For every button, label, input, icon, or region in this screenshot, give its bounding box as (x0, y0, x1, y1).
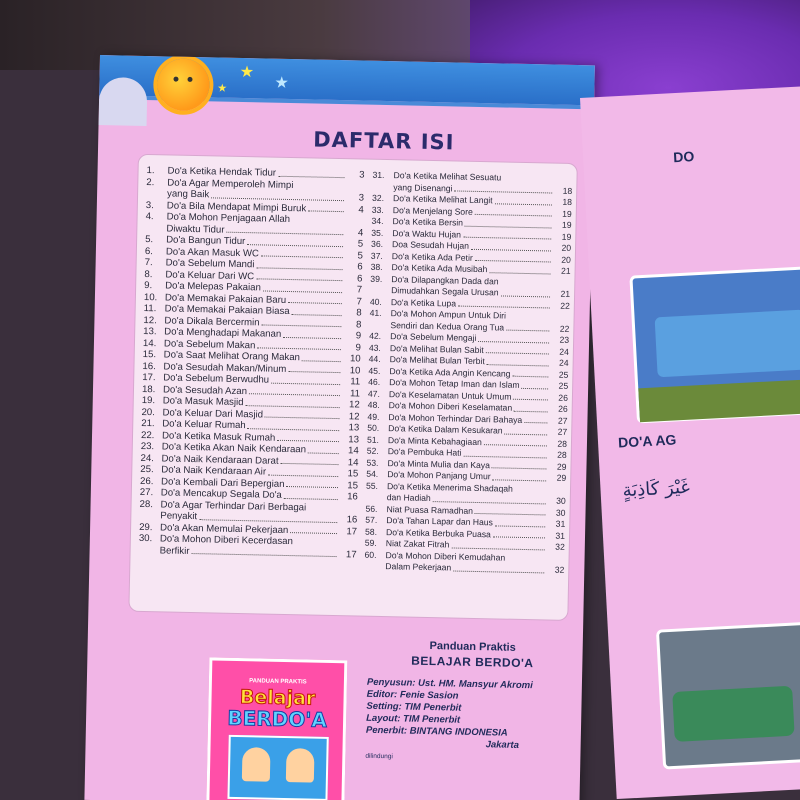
toc-entry-title: Do'a Dilapangkan Dada dan (391, 273, 499, 286)
toc-entry-page: 11 (349, 387, 361, 400)
toc-entry-title: Do'a Menjelang Sore (392, 204, 473, 217)
toc-entry-number: 14. (142, 337, 157, 349)
toc-entry-page: 10 (349, 364, 361, 377)
toc-entry-page: 5 (357, 238, 364, 250)
toc-entry-title: Do'a Melihat Bulan Terbit (389, 354, 485, 367)
toc-entry-page: 20 (561, 254, 571, 265)
toc-leader-dots (454, 183, 552, 194)
toc-entry-number: 35. (371, 227, 384, 238)
toc-entry-title: Berfikir (159, 544, 190, 557)
toc-entry-title: Do'a Mohon Diberi Kecerdasan (159, 533, 293, 548)
cover-series: PANDUAN PRAKTIS (249, 678, 307, 686)
toc-entry-title: Do'a Mencakup Segala Do'a (160, 487, 282, 501)
toc-entry-number: 50. (367, 422, 380, 433)
toc-leader-dots (248, 420, 340, 430)
toc-entry-number: 48. (367, 399, 380, 410)
toc-leader-dots (451, 539, 545, 549)
toc-entry-title: Do'a Ketika Ada Petir (391, 250, 473, 263)
colophon-credit-line: Jakarta (485, 739, 520, 751)
toc-leader-dots (271, 375, 340, 385)
toc-entry-page: 5 (357, 249, 363, 262)
toc-entry-number: 25. (140, 463, 154, 476)
sun-icon (157, 58, 210, 111)
toc-entry-page: 22 (559, 323, 570, 334)
floor-shape (638, 378, 800, 422)
toc-entry-page: 26 (558, 403, 568, 414)
toc-entry-page: 10 (349, 353, 361, 365)
toc-entry-title: Do'a Sebelum Makan (163, 337, 256, 351)
right-book-page (580, 85, 800, 799)
toc-entry-number: 28. (139, 498, 154, 510)
toc-entry-page: 7 (356, 295, 363, 308)
toc-leader-dots (308, 203, 344, 212)
toc-entry-number: 8. (144, 268, 153, 280)
toc-leader-dots (484, 437, 547, 447)
toc-entry-title: Do'a Ketika Menerima Shadaqah (386, 480, 513, 494)
toc-entry-page: 29 (556, 461, 567, 472)
toc-entry-number: 7. (144, 256, 153, 269)
toc-entry-number: 3. (145, 199, 154, 211)
toc-entry-number: 58. (364, 526, 378, 537)
toc-leader-dots (433, 493, 546, 504)
toc-leader-dots (458, 298, 550, 308)
toc-entry-number: 39. (370, 273, 383, 284)
toc-entry-page: 25 (558, 369, 569, 380)
toc-leader-dots (463, 448, 546, 458)
toc-entry-title: Do'a Ketika Ada Angin Kencang (389, 365, 511, 379)
toc-entry-title: Do'a Ketika Hendak Tidur (167, 165, 277, 179)
toc-entry-number: 24. (140, 452, 155, 464)
toc-entry-number (139, 510, 160, 522)
toc-entry-page: 27 (557, 426, 568, 437)
toc-entry-page: 6 (356, 272, 363, 285)
colophon-credit-line: Penerbit: BINTANG INDONESIA (365, 724, 508, 739)
colophon-title: BELAJAR BERDO'A (411, 653, 534, 671)
toc-entry-number: 59. (364, 537, 377, 548)
toc-entry-page: 13 (348, 433, 360, 446)
toc-entry-title: Do'a Keluar Dari WC (165, 268, 255, 282)
toc-entry-number: 55. (365, 480, 379, 491)
toc-entry-title: Do'a Melepas Pakaian (165, 280, 261, 294)
toc-entry-number: 26. (139, 475, 154, 487)
toc-entry-title: Do'a Kembali Dari Bepergian (160, 475, 285, 490)
right-page-subheading: DO'A AG (617, 431, 677, 451)
bed-shape (655, 310, 800, 378)
toc-entry-title: Do'a Akan Memulai Pekerjaan (160, 521, 289, 536)
toc-entry-number: 53. (366, 457, 379, 468)
toc-leader-dots (284, 490, 338, 500)
toc-entry-page: 12 (348, 410, 360, 423)
toc-entry-title: yang Baik (166, 188, 210, 201)
toc-entry-number: 12. (143, 314, 157, 326)
toc-entry-page: 24 (559, 346, 570, 357)
toc-entry-number: 43. (368, 342, 381, 353)
toc-entry-title: Do'a Mohon Diberi Kemudahan (385, 549, 506, 563)
toc-entry-number: 6. (144, 245, 154, 257)
toc-entry-number (369, 319, 390, 331)
toc-entry-number: 15. (142, 348, 157, 361)
toc-leader-dots (256, 271, 342, 281)
toc-entry-number: 4. (145, 210, 154, 223)
toc-entry-page: 12 (348, 399, 360, 411)
toc-leader-dots (487, 356, 549, 366)
toc-leader-dots (478, 333, 549, 343)
toc-entry-title: Do'a Ketika Dalam Kesukaran (388, 423, 503, 436)
toc-entry-title: Do'a Sebelum Berwudhu (163, 372, 270, 386)
toc-leader-dots (475, 206, 552, 216)
toc-entry-title: yang Disenangi (393, 181, 453, 193)
toc-entry-number: 13. (143, 325, 157, 338)
toc-leader-dots (493, 471, 547, 481)
toc-entry-page: 22 (560, 300, 570, 311)
toc-entry-title: Do'a Minta Mulia dan Kaya (387, 457, 491, 470)
toc-entry-page: 19 (562, 208, 572, 219)
toc-leader-dots (514, 403, 548, 412)
toc-entry-title: Do'a Sebelum Mengaji (390, 331, 477, 343)
toc-entry-number: 29. (139, 521, 153, 533)
toc-entry-title: Do'a Dikala Bercermin (164, 314, 260, 328)
toc-leader-dots (495, 195, 553, 205)
toc-entry-page: 15 (347, 468, 359, 480)
toc-entry-number (139, 544, 160, 556)
book-cover-thumbnail (206, 657, 348, 800)
toc-entry-number: 27. (139, 486, 154, 499)
toc-entry-number: 60. (364, 549, 377, 560)
toc-entry-title: Do'a Keluar Rumah (162, 418, 246, 432)
toc-entry-number: 32. (371, 192, 385, 203)
toc-leader-dots (513, 391, 548, 400)
toc-entry-page: 21 (560, 288, 571, 299)
toc-entry-page: 18 (562, 196, 573, 207)
toc-entry-title: Do'a Pembuka Hati (387, 446, 462, 458)
toc-leader-dots (489, 264, 550, 274)
toc-entry-page: 16 (346, 514, 358, 526)
toc-leader-dots (268, 467, 338, 477)
arabic-text: غَيْرَ كَاذِبَةٍ (622, 476, 691, 502)
toc-leader-dots (302, 352, 341, 361)
colophon (365, 639, 577, 764)
toc-entry-page: 32 (555, 541, 565, 552)
toc-entry-title: Do'a Naik Kendaraan Darat (161, 452, 279, 467)
toc-leader-dots (249, 386, 340, 396)
toc-leader-dots (308, 444, 339, 453)
toc-leader-dots (278, 168, 345, 178)
toc-leader-dots (277, 432, 339, 442)
toc-entry-page: 18 (562, 185, 573, 196)
toc-entry-number: 56. (365, 503, 378, 514)
toc-entry-number (372, 181, 393, 193)
toc-entry-page: 20 (561, 242, 572, 253)
toc-entry-number: 11. (143, 302, 157, 315)
toc-leader-dots (475, 505, 546, 515)
toc-entry-page: 8 (356, 307, 362, 319)
toc-entry-title: Do'a Keselamatan Untuk Umum (388, 388, 512, 402)
toc-entry-number: 40. (369, 296, 382, 307)
toc-entry-number: 22. (140, 429, 155, 441)
colophon-heading: Panduan Praktis (429, 640, 516, 654)
colophon-credit-line: Setting: TIM Penerbit (366, 700, 462, 714)
cover-title-line2: BERDO'A (227, 705, 328, 732)
toc-entry-title: Do'a Menghadapi Makanan (164, 326, 282, 340)
toc-entry-title: Niat Zakat Fitrah (385, 538, 450, 550)
toc-leader-dots (501, 287, 551, 297)
toc-leader-dots (524, 414, 547, 423)
toc-entry-title: Do'a Ketika Melihat Langit (392, 193, 493, 206)
toc-entry-title: Do'a Ketika Melihat Sesuatu (393, 170, 502, 183)
toc-entry-number: 20. (141, 406, 155, 418)
toc-entry-title: Dalam Pekerjaan (385, 561, 452, 573)
toc-leader-dots (191, 546, 336, 558)
toc-entry-title: Do'a Minta Kebahagiaan (387, 434, 482, 447)
toc-entry-number: 45. (368, 365, 381, 376)
toc-leader-dots (465, 218, 552, 228)
toc-entry-title: Do'a Melihat Bulan Sabit (389, 342, 484, 355)
toc-leader-dots (505, 426, 548, 435)
toc-entry-title: Do'a Saat Melihat Orang Makan (163, 349, 301, 364)
toc-leader-dots (475, 252, 551, 262)
child-figure (242, 747, 271, 782)
toc-entry-number: 9. (144, 279, 153, 292)
toc-entry-page: 23 (559, 334, 570, 345)
toc-entry-page: 31 (555, 530, 566, 541)
toc-entry-title: Sendiri dan Kedua Orang Tua (390, 319, 505, 333)
toc-entry-page: 7 (356, 284, 363, 296)
toc-entry-number: 36. (371, 238, 384, 249)
toc-leader-dots (263, 282, 342, 292)
star-icon: ★ (239, 63, 255, 82)
toc-entry-page: 28 (557, 449, 567, 460)
toc-leader-dots (512, 368, 548, 377)
toc-leader-dots (257, 340, 341, 350)
toc-entry-number (370, 285, 391, 297)
toc-entry-page: 8 (355, 318, 362, 331)
toc-entry-number: 57. (365, 514, 378, 525)
toc-entry-page: 29 (556, 472, 567, 483)
toc-entry-title: Do'a Ketika Masuk Rumah (161, 429, 276, 444)
toc-entry-title: Do'a Agar Terhindar Dari Berbagai (160, 498, 307, 513)
toc-entry-page: 31 (555, 518, 566, 529)
livingroom-illustration (656, 619, 800, 769)
toc-entry-page: 3 (358, 192, 365, 204)
toc-entry-number: 10. (143, 291, 158, 303)
colophon-note: dilindungi (365, 752, 393, 761)
toc-entry-page: 21 (560, 265, 571, 276)
toc-entry-title: Do'a Waktu Hujan (392, 227, 462, 240)
toc-entry-number: 47. (367, 388, 381, 399)
toc-entry (364, 549, 564, 576)
toc-leader-dots (247, 236, 343, 247)
toc-leader-dots (256, 259, 342, 269)
toc-entry-page: 9 (355, 341, 362, 354)
toc-leader-dots (288, 294, 342, 304)
toc-entry-number: 54. (366, 468, 379, 479)
toc-leader-dots (492, 460, 547, 470)
toc-entry-number: 34. (371, 215, 384, 226)
toc-entry-number: 42. (369, 330, 382, 341)
toc-entry-page: 26 (558, 392, 569, 403)
toc-entry-title: Do'a Ketika Ada Musibah (391, 262, 488, 275)
toc-leader-dots (199, 511, 337, 522)
toc-entry-number: 30. (138, 532, 153, 545)
toc-entry-number: 2. (146, 176, 155, 188)
toc-entry-number: 21. (141, 417, 155, 430)
toc-entry-number: 41. (369, 307, 382, 318)
toc-entry-page: 4 (358, 203, 364, 216)
toc-entry-number: 44. (368, 353, 381, 364)
toc-entry-page: 6 (357, 261, 363, 273)
toc-entry-title: Do'a Akan Masuk WC (165, 245, 260, 259)
toc-entry-number: 51. (366, 434, 380, 445)
toc-entry-number (364, 561, 385, 573)
toc-entry-title: Do'a Mohon Diberi Keselamatan (388, 400, 513, 413)
toc-entry-page: 14 (347, 445, 359, 457)
toc-entry-title: Do'a Mohon Panjang Umur (387, 469, 491, 482)
toc-entry-page: 17 (345, 548, 357, 560)
toc-entry-page: 32 (554, 564, 565, 575)
toc-leader-dots (245, 397, 339, 407)
toc-leader-dots (522, 380, 549, 389)
toc-leader-dots (506, 322, 549, 331)
toc-entry-page: 28 (557, 438, 568, 449)
toc-leader-dots (265, 409, 340, 419)
toc-entry-title: Diwaktu Tidur (166, 222, 225, 236)
toc-leader-dots (453, 563, 544, 573)
cover-illustration (227, 735, 328, 800)
toc-leader-dots (486, 345, 549, 355)
toc-entry-page: 24 (558, 357, 569, 368)
toc-entry-title: Do'a Bangun Tidur (166, 234, 246, 248)
toc-column-right (364, 170, 572, 577)
toc-entry-number: 5. (145, 233, 154, 246)
toc-column-left (139, 165, 365, 560)
toc-entry-number: 16. (142, 360, 156, 372)
toc-entry-page: 19 (561, 231, 572, 242)
toc-leader-dots (261, 248, 343, 258)
toc-entry-title: Do'a Tahan Lapar dan Haus (386, 515, 494, 528)
toc-entry-title: Do'a Memakai Pakaian Baru (164, 291, 287, 306)
toc-leader-dots (463, 229, 551, 239)
toc-entry-title: Do'a Masuk Masjid (162, 395, 244, 409)
toc-entry-number (146, 188, 167, 200)
toc-entry-title: Dimudahkan Segala Urusan (391, 285, 499, 298)
toc-leader-dots (292, 306, 342, 316)
toc-entry-title: Do'a Ketika Lupa (390, 296, 457, 309)
toc-entry-page: 17 (346, 525, 358, 537)
toc-entry-title: Do'a Mohon Terhindar Dari Bahaya (388, 411, 523, 425)
mosque-dome-icon (99, 77, 148, 126)
toc-entry-title: Do'a Agar Memperoleh Mimpi (167, 176, 294, 191)
toc-entry-title: Do'a Mohon Tetap Iman dan Islam (389, 377, 520, 390)
toc-leader-dots (262, 317, 342, 327)
toc-entry-number: 38. (370, 261, 383, 272)
toc-entry-page: 15 (347, 479, 359, 491)
toc-entry-title: Niat Puasa Ramadhan (386, 503, 474, 516)
right-page-heading: DO (672, 148, 695, 166)
star-icon: ★ (274, 74, 289, 92)
toc-entry-number: 19. (141, 394, 156, 407)
toc-leader-dots (288, 364, 340, 374)
toc-entry-page: 30 (555, 507, 566, 518)
toc-entry-title: Do'a Mohon Penjagaan Allah (166, 211, 291, 226)
toc-entry-title: Do'a Sebelum Mandi (165, 257, 255, 271)
toc-leader-dots (281, 455, 339, 465)
toc-leader-dots (211, 189, 344, 200)
colophon-credits (366, 677, 577, 753)
toc-entry-title: dan Hadiah (386, 492, 431, 504)
cover-title-line1: Belajar (239, 686, 316, 710)
toc-entry-number: 31. (372, 169, 385, 180)
toc-entry (139, 533, 357, 561)
toc-entry-number: 46. (368, 376, 381, 387)
toc-entry-title: Penyakit (160, 510, 198, 523)
toc-entry-title: Do'a Keluar Dari Masjid (162, 406, 264, 420)
toc-leader-dots (493, 529, 545, 539)
toc-entry-number: 1. (146, 165, 155, 177)
toc-entry-page: 16 (347, 491, 358, 503)
colophon-credit-line: Penyusun: Ust. HM. Mansyur Akromi (366, 676, 533, 692)
toc-entry-number (145, 222, 166, 234)
toc-entry-title: Do'a Bila Mendapat Mimpi Buruk (166, 199, 307, 214)
toc-entry-title: Do'a Ketika Akan Naik Kendaraan (161, 441, 307, 456)
bedroom-illustration (629, 265, 800, 423)
table-of-contents (128, 154, 577, 621)
toc-entry-title: Do'a Naik Kendaraan Air (161, 464, 267, 478)
toc-leader-dots (495, 517, 546, 527)
child-figure (286, 748, 315, 783)
toc-entry-number (366, 492, 387, 504)
star-icon: ★ (217, 82, 228, 95)
toc-entry-page: 9 (355, 330, 362, 342)
toc-entry-page: 3 (359, 169, 365, 181)
toc-leader-dots (286, 479, 338, 489)
toc-entry-title: Do'a Sesudah Azan (162, 383, 248, 397)
toc-entry-title: Do'a Mohon Ampun Untuk Diri (390, 308, 507, 321)
toc-entry-page: 4 (357, 226, 364, 239)
toc-entry-page: 14 (347, 456, 359, 469)
toc-entry-title: Do'a Sesudah Makan/Minum (163, 360, 287, 375)
toc-entry-title: Do'a Ketika Bersin (392, 216, 464, 228)
toc-entry-page: 25 (558, 380, 569, 391)
left-book-page (84, 55, 594, 800)
toc-entry-number: 37. (370, 250, 383, 261)
toc-leader-dots (471, 241, 551, 251)
toc-entry-page: 30 (556, 495, 566, 506)
toc-entry-number: 33. (371, 204, 384, 215)
toc-entry-page: 11 (350, 376, 361, 388)
toc-entry-title: Do'a Ketika Berbuka Puasa (385, 526, 492, 539)
toc-entry-number: 49. (367, 411, 380, 422)
toc-entry-number: 52. (366, 445, 379, 456)
toc-entry-number: 23. (140, 440, 155, 453)
toc-leader-dots (290, 525, 337, 534)
toc-entry-page: 27 (557, 415, 568, 426)
toc-entry-number: 18. (141, 383, 156, 395)
toc-entry-page: 13 (348, 422, 360, 434)
colophon-credit-line: Layout: TIM Penerbit (366, 712, 461, 726)
colophon-credit-line: Editor: Fenie Sasion (366, 688, 459, 702)
toc-entry-title: Do'a Memakai Pakaian Biasa (164, 303, 290, 318)
page-title: DAFTAR ISI (313, 127, 455, 155)
toc-entry-page: 19 (561, 219, 572, 230)
toc-leader-dots (283, 329, 341, 339)
toc-entry-title: Doa Sesudah Hujan (391, 239, 470, 251)
toc-leader-dots (226, 224, 343, 235)
toc-entry-number: 17. (142, 371, 156, 384)
sofa-shape (672, 686, 794, 742)
